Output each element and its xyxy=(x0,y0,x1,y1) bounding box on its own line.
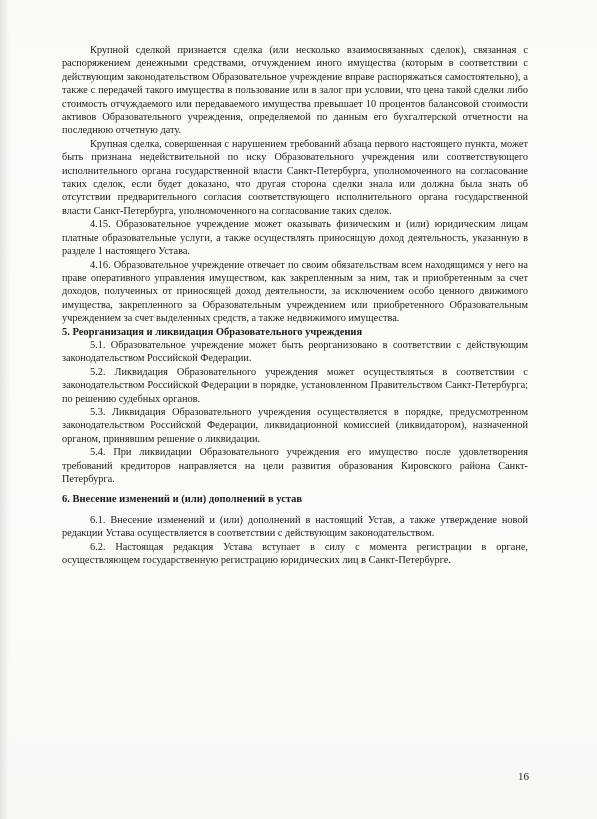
paragraph-4-15: 4.15. Образовательное учреждение может оказывать физическим и (или) юридическим лицам платные образовательные услуги, а также осуществлять приносящую доход деятельность, указанную в разделе 1 настоящего Устава. xyxy=(62,219,528,258)
paragraph-5-2: 5.2. Ликвидация Образовательного учреждения может осуществляться в соответствии с законодательством Российской Федерации в порядке, установленном Правительством Санкт-Петербурга; по решению судебных органов. xyxy=(62,366,528,405)
paragraph-major-deal-invalidity: Крупная сделка, совершенная с нарушением требований абзаца первого настоящего пункта, может быть признана недействительной по иску Образовательного учреждения или соответствующего исполнительного органа государственной власти Санкт-Петербурга, уполномоченного на согласование таких сделок, если будет доказано, что другая сторона сделки знала или должна была знать об отсутствии предварительного согласия соответствующего исполнительного органа государственной власти Санкт-Петербурга, уполномоченного на согласование таких сделок. xyxy=(62,138,528,217)
paragraph-5-3: 5.3. Ликвидация Образовательного учреждения осуществляется в порядке, предусмотренном законодательством Российской Федерации, ликвидационной комиссией (ликвидатором), назначенной органом, принявшим решение о ликвидации. xyxy=(62,406,528,445)
spacer xyxy=(62,507,528,514)
paragraph-major-deal-definition: Крупной сделкой признается сделка (или несколько взаимосвязанных сделок), связанная с распоряжением денежными средствами, отчуждением иного имущества (которым в соответствии с действующим законодательством Образовательное учреждение вправе распоряжаться самостоятельно), а также с передачей такого имущества в пользование или в залог при условии, что цена такой сделки либо стоимость отчуждаемого или передаваемого имущества превышает 10 процентов балансовой стоимости активов Образовательного учреждения, определяемой по данным его бухгалтерской отчетности на последнюю отчетную дату. xyxy=(62,45,528,137)
paragraph-6-1: 6.1. Внесение изменений и (или) дополнений в настоящий Устав, а также утверждение новой редакции Устава осуществляется в соответствии с действующим законодательством. xyxy=(62,514,528,540)
paragraph-5-4: 5.4. При ликвидации Образовательного учреждения его имущество после удовлетворения требований кредиторов направляется на цели развития образования Кировского района Санкт-Петербурга. xyxy=(62,447,528,485)
section-5-title: 5. Реорганизация и ликвидация Образовательного учреждения xyxy=(62,326,363,338)
paragraph-4-16: 4.16. Образовательное учреждение отвечает по своим обязательствам всем находящимся у него на праве оперативного управления имуществом, как закрепленным за ним, так и приобретенным за счет доходов, полученных от приносящей доход деятельности, за исключением особо ценного движимого имущества, закрепленного за Образовательным учреждением или приобретенного Образовательным учреждением за счет выделенных средств, а также недвижимого имущества. xyxy=(62,259,528,325)
document-body xyxy=(62,44,528,567)
page-number: 16 xyxy=(518,771,529,783)
spacer xyxy=(62,486,528,493)
paragraph-5-1: 5.1. Образовательное учреждение может быть реорганизовано в соответствии с действующим законодательством Российской Федерации. xyxy=(62,339,528,365)
paragraph-6-2: 6.2. Настоящая редакция Устава вступает в силу с момента регистрации в органе, осуществляющем государственную регистрацию юридических лиц в Санкт-Петербурге. xyxy=(62,541,528,567)
scan-edge xyxy=(0,0,10,819)
section-6-title: 6. Внесение изменений и (или) дополнений в устав xyxy=(62,494,303,506)
